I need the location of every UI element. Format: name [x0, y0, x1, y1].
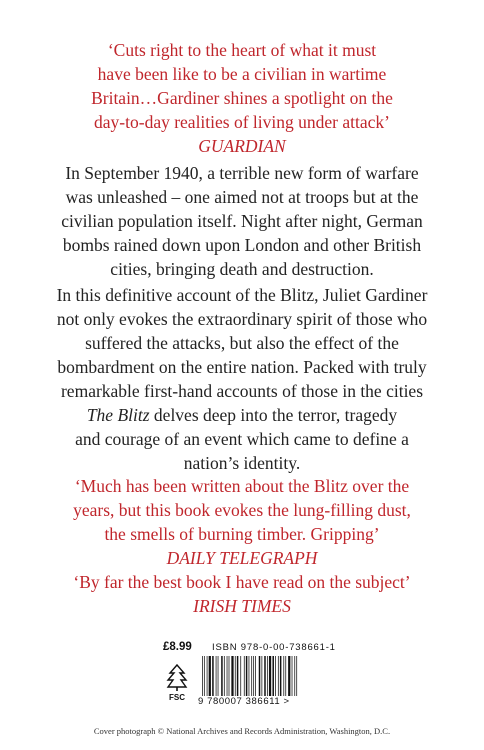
barcode-bar: [209, 656, 211, 696]
barcode-bar: [269, 656, 271, 696]
barcode-bar: [253, 656, 254, 696]
quote-source: IRISH TIMES: [193, 596, 291, 616]
guardian-quote: [0, 38, 484, 158]
barcode-bar: [231, 656, 233, 696]
barcode-bar: [264, 656, 266, 696]
blurb-fragment: delves deep into the terror, tragedy: [149, 405, 398, 425]
blurb-line: and courage of an event which came to define a: [75, 429, 409, 449]
barcode-bar: [212, 656, 214, 696]
quote-line: have been like to be a civilian in wartime: [97, 64, 387, 84]
quote-line: Britain…Gardiner shines a spotlight on the: [91, 88, 393, 108]
blurb-paragraph-1: [0, 161, 484, 281]
barcode-bar: [288, 656, 290, 696]
blurb-line: civilian population itself. Night after night, German: [61, 211, 423, 231]
quote-source: DAILY TELEGRAPH: [166, 548, 318, 568]
barcode-bar: [251, 656, 252, 696]
price: £8.99: [163, 641, 192, 653]
fsc-logo: [164, 663, 190, 703]
barcode-bar: [224, 656, 225, 696]
telegraph-quote: [0, 474, 484, 570]
barcode-bar: [237, 656, 239, 696]
barcode-bar: [259, 656, 261, 696]
barcode-digits: 9 780007 386611 >: [198, 696, 290, 707]
barcode-bar: [262, 656, 263, 696]
blurb-paragraph-2: [0, 283, 484, 475]
quote-line: the smells of burning timber. Gripping’: [104, 524, 380, 544]
barcode-bar: [278, 656, 279, 696]
fsc-label: FSC: [169, 693, 185, 702]
quote-source: GUARDIAN: [198, 136, 286, 156]
barcode-bar: [240, 656, 241, 696]
barcode-bar: [296, 656, 297, 696]
barcode-bar: [216, 656, 217, 696]
barcode-bar: [294, 656, 295, 696]
quote-line: years, but this book evokes the lung-filling dust,: [73, 500, 411, 520]
barcode-bar: [207, 656, 208, 696]
barcode-bar: [255, 656, 256, 696]
barcode-bar: [221, 656, 223, 696]
blurb-line: bombardment on the entire nation. Packed with truly: [57, 357, 427, 377]
quote-line: ‘Much has been written about the Blitz over the: [74, 476, 410, 496]
barcode-bar: [202, 656, 203, 696]
blurb-line: not only evokes the extraordinary spirit of those who: [56, 309, 428, 329]
barcode-bar: [204, 656, 205, 696]
quote-line: ‘Cuts right to the heart of what it must: [107, 40, 377, 60]
barcode-bar: [246, 656, 248, 696]
blurb-line: In September 1940, a terrible new form of warfare: [65, 163, 419, 183]
barcode-bar: [280, 656, 282, 696]
irish-times-quote: [0, 570, 484, 618]
blurb-line: bombs rained down upon London and other British: [62, 235, 422, 255]
blurb-line: suffered the attacks, but also the effect of the: [85, 333, 399, 353]
barcode-bar: [244, 656, 245, 696]
barcode-bar: [235, 656, 236, 696]
barcode-bar: [292, 656, 293, 696]
blurb-line: cities, bringing death and destruction.: [110, 259, 374, 279]
barcode-bar: [267, 656, 268, 696]
barcode-bar: [275, 656, 276, 696]
barcode-bar: [227, 656, 228, 696]
cover-credit: Cover photograph © National Archives and Records Administration, Washington, D.C.: [93, 726, 391, 736]
blurb-line: In this definitive account of the Blitz, Juliet Gardiner: [56, 285, 428, 305]
quote-line: day-to-day realities of living under attack’: [94, 112, 390, 132]
blurb-line: remarkable first-hand accounts of those in the cities: [60, 381, 424, 401]
barcode-bar: [249, 656, 250, 696]
barcode-bar: [229, 656, 230, 696]
barcode-bar: [283, 656, 284, 696]
isbn: ISBN 978-0-00-738661-1: [212, 642, 336, 653]
blurb-line: nation’s identity.: [183, 453, 301, 473]
barcode-bar: [218, 656, 219, 696]
barcode: [200, 656, 320, 696]
barcode-bar: [285, 656, 286, 696]
quote-line: ‘By far the best book I have read on the subject’: [73, 572, 411, 592]
book-title: The Blitz: [86, 405, 150, 425]
blurb-line: [0, 403, 484, 427]
barcode-bar: [272, 656, 274, 696]
blurb-line: was unleashed – one aimed not at troops but at the: [65, 187, 419, 207]
